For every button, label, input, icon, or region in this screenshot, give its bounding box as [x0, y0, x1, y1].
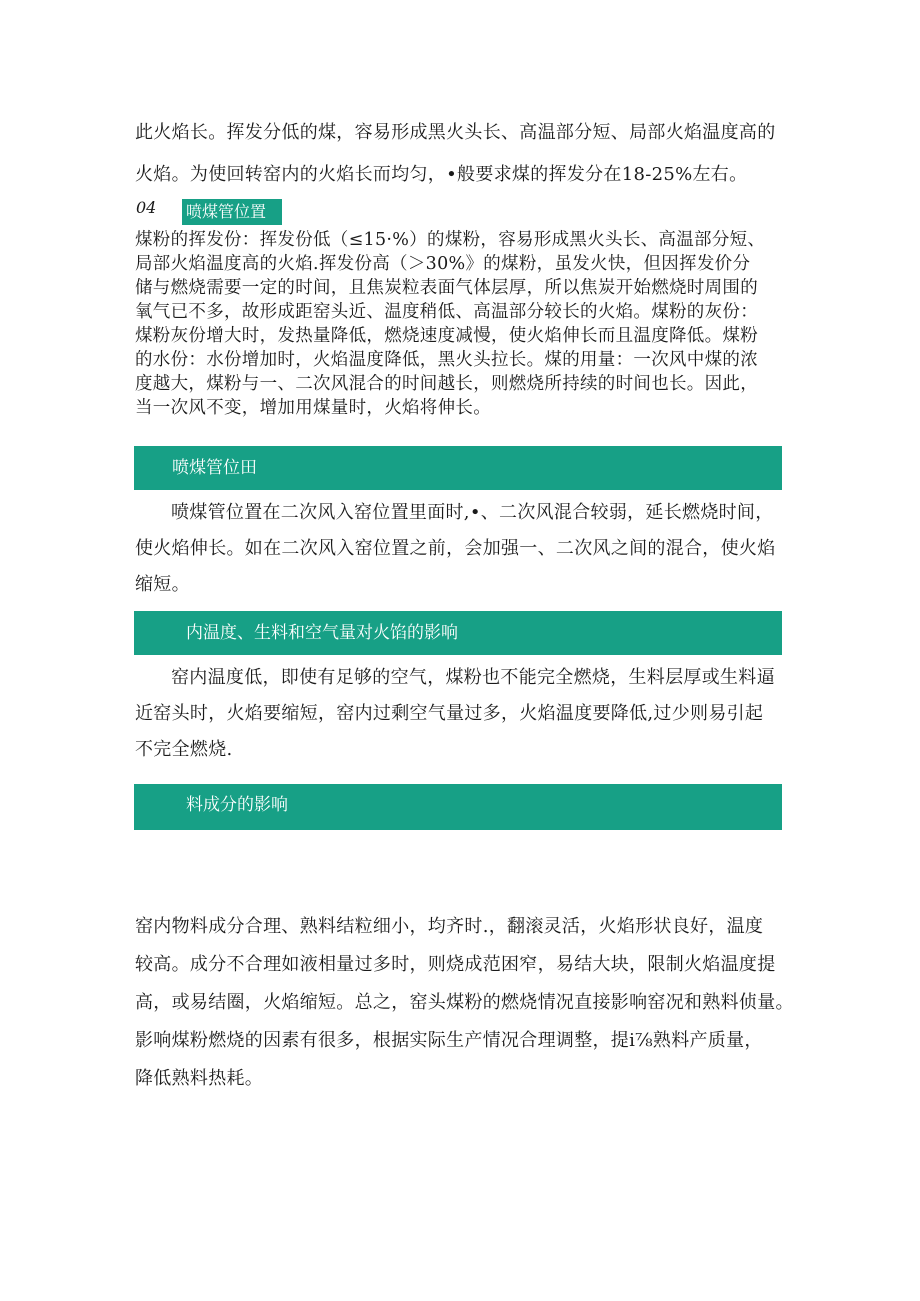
section-number: 04 — [136, 198, 157, 217]
paragraph-pipe-position — [135, 495, 783, 603]
text-line: 此火焰长。挥发分低的煤，容易形成黑火头长、高温部分短、局部火焰温度高的 — [135, 122, 776, 143]
text-line: 局部火焰温度高的火焰.挥发份高（＞30%》的煤粉，虽发火快，但因挥发价分 — [135, 254, 751, 274]
text-line: 当一次风不变，增加用煤量时，火焰将伸长。 — [135, 398, 491, 418]
text-line: 度越大，煤粉与一、二次风混合的时间越长，则燃烧所持续的时间也长。因此， — [135, 374, 758, 394]
text-line: 喷煤管位置在二次风入窑位置里面时,•、二次风混合较弱，延长燃烧时间， — [171, 502, 774, 523]
text-line: 高，或易结圈，火焰缩短。总之，窑头煤粉的燃烧情况直接影响窑况和熟料侦量。 — [135, 992, 794, 1013]
text-line: 火焰。为使回转窑内的火焰长而均匀，•般要求煤的挥发分在18-25%左右。 — [135, 164, 748, 185]
paragraph-kiln-temperature — [135, 660, 783, 768]
text-line: 影响煤粉燃烧的因素有很多，根据实际生产情况合理调整，提i⅞熟料产质量， — [135, 1030, 763, 1051]
section-heading-small: 喷煤管位置 — [182, 199, 282, 225]
text-line: 储与燃烧需要一定的时间，且焦炭粒表面气体层厚，所以焦炭开始燃烧时周围的 — [135, 278, 758, 298]
text-line: 不完全燃烧. — [135, 739, 233, 760]
paragraph-volatile-summary — [135, 112, 783, 196]
section-heading-pipe-position: 喷煤管位田 — [134, 446, 782, 490]
section-heading-material-composition: 料成分的影响 — [134, 784, 782, 830]
text-line: 较高。成分不合理如液相量过多时，则烧成范困窄，易结大块，限制火焰温度提 — [135, 954, 776, 975]
text-line: 近窑头时，火焰要缩短，窑内过剩空气量过多，火焰温度要降低,过少则易引起 — [135, 703, 764, 724]
text-line: 缩短。 — [135, 574, 190, 595]
text-line: 使火焰伸长。如在二次风入窑位置之前，会加强一、二次风之间的混合，使火焰 — [135, 538, 776, 559]
paragraph-coal-properties — [135, 228, 783, 420]
section-heading-kiln-temperature: 内温度、生料和空气量对火馅的影响 — [134, 611, 782, 655]
text-line: 窑内物料成分合理、熟料结粒细小，均齐时.，翻滚灵活，火焰形状良好，温度 — [135, 916, 764, 937]
text-line: 煤粉灰份增大时，发热量降低，燃烧速度减慢，使火焰伸长而且温度降低。煤粉 — [135, 326, 758, 346]
text-line: 窑内温度低，即使有足够的空气，煤粉也不能完全燃烧，生料层厚或生料逼 — [171, 667, 775, 688]
text-line: 降低熟料热耗。 — [135, 1068, 264, 1089]
paragraph-material-composition — [135, 908, 794, 1098]
text-line: 的水份：水份增加时，火焰温度降低，黑火头拉长。煤的用量：一次风中煤的浓 — [135, 350, 758, 370]
text-line: 氧气已不多，故形成距窑头近、温度稍低、高温部分较长的火焰。煤粉的灰份： — [135, 302, 758, 322]
text-line: 煤粉的挥发份：挥发份低（≤15·%）的煤粉，容易形成黑火头长、高温部分短、 — [135, 230, 766, 250]
